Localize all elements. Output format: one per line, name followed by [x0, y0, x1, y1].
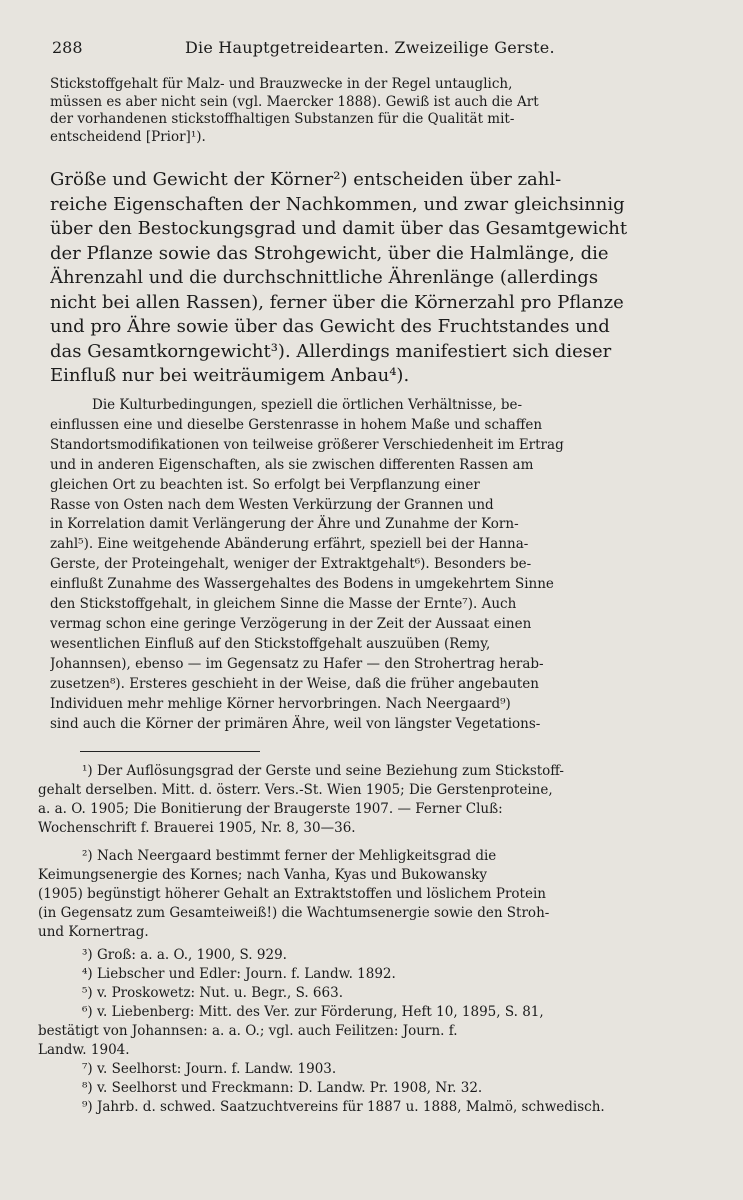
text-line: Standortsmodifikationen von teilweise größerer Verschiedenheit im Ertrag: [50, 436, 564, 453]
text-line: Größe und Gewicht der Körner²) entscheiden über zahl-: [50, 169, 562, 190]
text-line: Johannsen), ebenso — im Gegensatz zu Hafer — den Strohertrag herab-: [50, 655, 544, 672]
text-line: einflußt Zunahme des Wassergehaltes des Bodens in umgekehrtem Sinne: [50, 576, 554, 593]
text-line: Rasse von Osten nach dem Westen Verkürzung der Grannen und: [50, 496, 494, 513]
text-line: zahl⁵). Eine weitgehende Abänderung erfährt, speziell bei der Hanna-: [50, 536, 529, 553]
text-line: zusetzen⁸). Ersteres geschieht in der Weise, daß die früher angebauten: [50, 675, 539, 692]
footnote-line: a. a. O. 1905; Die Bonitierung der Braugerste 1907. — Ferner Cluß:: [38, 801, 503, 817]
running-title: Die Hauptgetreidearten. Zweizeilige Gerste.: [185, 38, 555, 57]
paragraph-cultivation: [50, 396, 716, 734]
page-number: 288: [52, 38, 83, 57]
text-line: Gerste, der Proteingehalt, weniger der Extraktgehalt⁶). Besonders be-: [50, 556, 532, 573]
footnote-2: [38, 847, 710, 942]
paragraph-continuation: [50, 76, 716, 146]
text-line: sind auch die Körner der primären Ähre, weil von längster Vegetations-: [50, 715, 541, 732]
text-line: Stickstoffgehalt für Malz- und Brauzwecke in der Regel untauglich,: [50, 76, 513, 92]
text-line: wesentlichen Einfluß auf den Stickstoffgehalt auszuüben (Remy,: [50, 635, 491, 652]
text-line: einflussen eine und dieselbe Gerstenrasse in hohem Maße und schaffen: [50, 416, 543, 433]
paragraph-grain-size: [50, 168, 716, 389]
footnote-line: Landw. 1904.: [38, 1042, 130, 1058]
footnote-line: (1905) begünstigt höherer Gehalt an Extraktstoffen und löslichem Protein: [38, 886, 546, 902]
footnote-line: gehalt derselben. Mitt. d. österr. Vers.-St. Wien 1905; Die Gerstenproteine,: [38, 782, 553, 798]
text-line: Ährenzahl und die durchschnittliche Ährenlänge (allerdings: [50, 267, 599, 288]
text-line: Einfluß nur bei weiträumigem Anbau⁴).: [50, 365, 410, 386]
text-line: gleichen Ort zu beachten ist. So erfolgt bei Verpflanzung einer: [50, 476, 480, 493]
text-line: der vorhandenen stickstoffhaltigen Substanzen für die Qualität mit-: [50, 111, 515, 127]
footnotes-3-to-9: [38, 946, 710, 1117]
text-line: müssen es aber nicht sein (vgl. Maercker 1888). Gewiß ist auch die Art: [50, 93, 539, 110]
footnote-line: Keimungsenergie des Kornes; nach Vanha, Kyas und Bukowansky: [38, 867, 488, 883]
text-line: über den Bestockungsgrad und damit über das Gesamtgewicht: [50, 218, 628, 239]
text-line: das Gesamtkorngewicht³). Allerdings manifestiert sich dieser: [50, 340, 612, 362]
footnote-line: bestätigt von Johannsen: a. a. O.; vgl. auch Feilitzen: Journ. f.: [38, 1023, 458, 1039]
text-line: der Pflanze sowie das Strohgewicht, über die Halmlänge, die: [50, 242, 609, 264]
text-line: und in anderen Eigenschaften, als sie zwischen differenten Rassen am: [50, 456, 534, 473]
text-line: nicht bei allen Rassen), ferner über die Körnerzahl pro Pflanze: [50, 291, 624, 313]
footnote-1: [38, 762, 710, 838]
footnote-line: ⁵) v. Proskowetz: Nut. u. Begr., S. 663.: [82, 985, 343, 1001]
footnote-line: ⁸) v. Seelhorst und Freckmann: D. Landw. Pr. 1908, Nr. 32.: [82, 1080, 483, 1096]
footnote-line: ¹) Der Auflösungsgrad der Gerste und seine Beziehung zum Stickstoff-: [82, 763, 564, 779]
text-line: und pro Ähre sowie über das Gewicht des Fruchtstandes und: [50, 316, 610, 337]
text-line: vermag schon eine geringe Verzögerung in der Zeit der Aussaat einen: [50, 615, 532, 632]
text-line: Die Kulturbedingungen, speziell die örtlichen Verhältnisse, be-: [92, 397, 523, 413]
text-line: Individuen mehr mehlige Körner hervorbringen. Nach Neergaard⁹): [50, 695, 511, 712]
text-line: den Stickstoffgehalt, in gleichem Sinne die Masse der Ernte⁷). Auch: [50, 596, 517, 613]
footnote-line: (in Gegensatz zum Gesamteiweiß!) die Wachtumsenergie sowie den Stroh-: [38, 905, 550, 921]
text-line: in Korrelation damit Verlängerung der Ähre und Zunahme der Korn-: [50, 516, 519, 533]
running-header: [52, 36, 712, 60]
footnote-line: ⁹) Jahrb. d. schwed. Saatzuchtvereins für 1887 u. 1888, Malmö, schwedisch.: [82, 1099, 605, 1115]
footnote-line: ⁷) v. Seelhorst: Journ. f. Landw. 1903.: [82, 1061, 337, 1077]
footnote-divider: [80, 751, 260, 752]
text-line: entscheidend [Prior]¹).: [50, 128, 206, 145]
footnote-line: und Kornertrag.: [38, 924, 149, 940]
text-line: reiche Eigenschaften der Nachkommen, und zwar gleichsinnig: [50, 193, 625, 215]
footnote-line: ³) Groß: a. a. O., 1900, S. 929.: [82, 947, 287, 963]
footnote-line: ⁶) v. Liebenberg: Mitt. des Ver. zur Förderung, Heft 10, 1895, S. 81,: [82, 1004, 544, 1020]
footnote-line: Wochenschrift f. Brauerei 1905, Nr. 8, 30—36.: [38, 820, 356, 836]
footnote-line: ⁴) Liebscher und Edler: Journ. f. Landw. 1892.: [82, 966, 396, 982]
footnote-line: ²) Nach Neergaard bestimmt ferner der Mehligkeitsgrad die: [82, 848, 497, 864]
